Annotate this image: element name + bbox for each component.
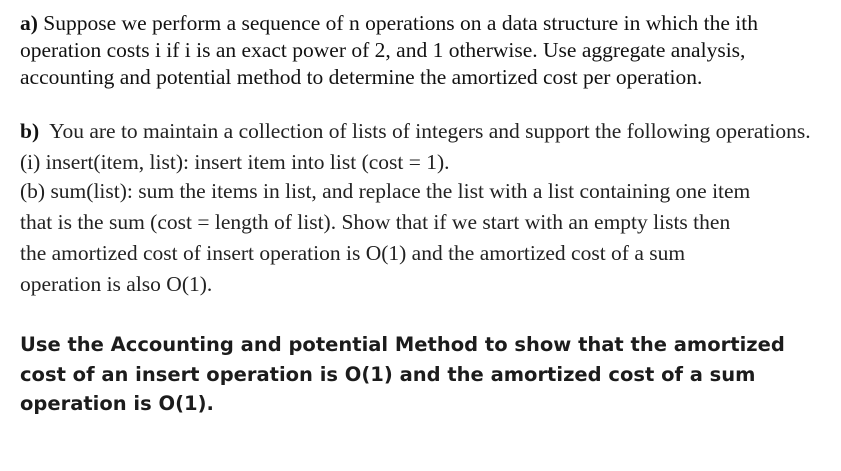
part-b-operation-insert: (i) insert(item, list): insert item into list (cost = 1).: [20, 150, 450, 174]
part-b-label: b): [20, 119, 40, 143]
part-a-label: a): [20, 11, 38, 35]
part-b-intro-text: You are to maintain a collection of lists of integers and support the following operations.: [39, 119, 811, 143]
question-part-a: [20, 10, 825, 91]
question-part-b: [20, 118, 825, 300]
part-a-text: Suppose we perform a sequence of n operations on a data structure in which the ith operation costs i if i is an exact power of 2, and 1 otherwise. Use aggregate analysis, accounting and potential method to determine the amortized cost per operation.: [20, 11, 758, 89]
part-b-operation-sum-line-3: the amortized cost of insert operation is O(1) and the amortized cost of a sum: [20, 241, 686, 265]
part-b-intro: [20, 118, 825, 145]
part-b-operation-sum-line-2: that is the sum (cost = length of list). Show that if we start with an empty lists then: [20, 210, 731, 234]
part-b-operation-sum-line-4: operation is also O(1).: [20, 272, 213, 296]
instruction-text: Use the Accounting and potential Method to show that the amortized cost of an insert operation is O(1) and the amortized cost of a sum operation is O(1).: [20, 333, 785, 415]
part-b-operation-sum-line-1: (b) sum(list): sum the items in list, and replace the list with a list containing one item: [20, 179, 751, 203]
document-page: [20, 10, 825, 419]
